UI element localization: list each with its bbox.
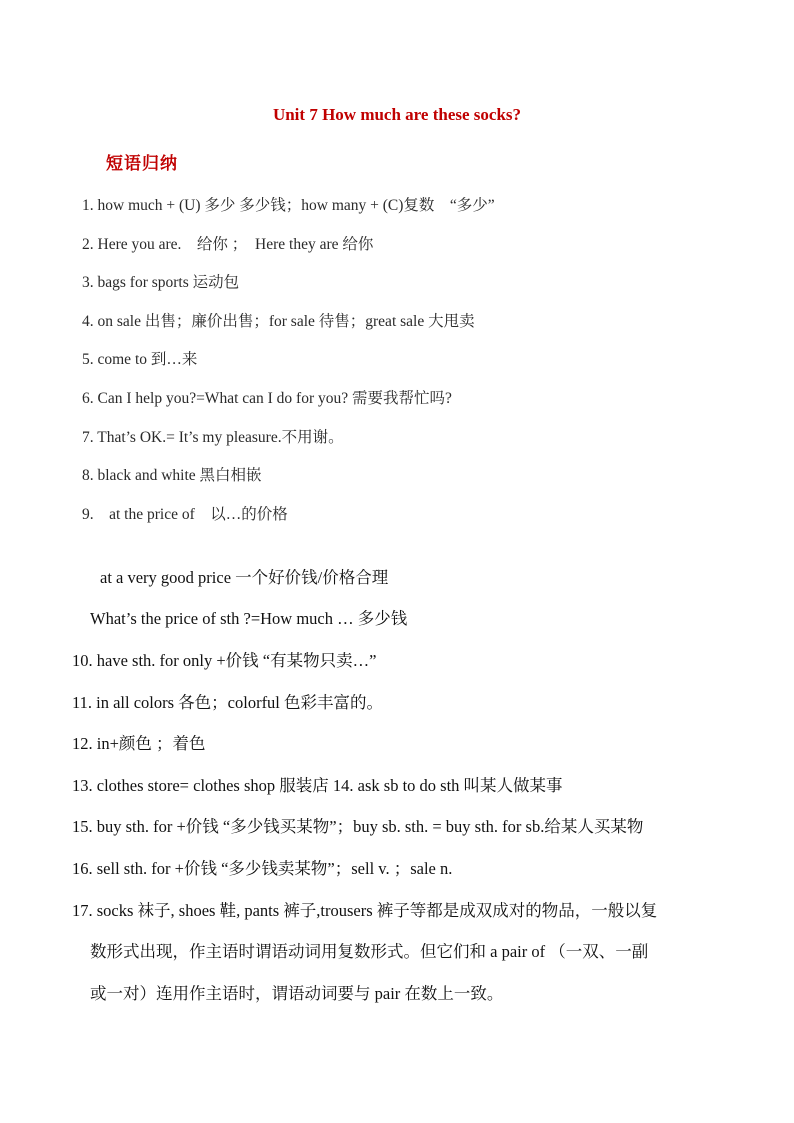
phrase-item: 16. sell sth. for +价钱 “多少钱卖某物”；sell v. ；sale n. (72, 859, 453, 878)
phrase-item: 9. at the price of 以…的价格 (82, 506, 288, 523)
phrase-item: 17. socks 袜子, shoes 鞋, pants 裤子,trousers 裤子等都是成双成对的物品，一般以复 (72, 901, 658, 920)
phrase-item: 15. buy sth. for +价钱 “多少钱买某物”；buy sb. sth. = buy sth. for sb.给某人买某物 (72, 817, 644, 836)
phrase-item: 2. Here you are. 给你 ； Here they are 给你 (82, 236, 374, 253)
phrase-item: 12. in+颜色 ；着色 (72, 734, 206, 753)
page-title: Unit 7 How much are these socks? (272, 105, 522, 124)
sub-phrase: What’s the price of sth ?=How much … 多少钱 (90, 609, 408, 628)
phrase-continuation: 数形式出现，作主语时谓语动词用复数形式。但它们和 a pair of （一双、一副 (90, 942, 649, 961)
phrase-item: 10. have sth. for only +价钱 “有某物只卖…” (72, 651, 377, 670)
phrase-item: 8. black and white 黑白相嵌 (82, 467, 262, 484)
phrase-item: 6. Can I help you?=What can I do for you? 需要我帮忙吗? (82, 390, 452, 407)
phrase-item: 4. on sale 出售；廉价出售；for sale 待售；great sale 大甩卖 (82, 313, 475, 330)
section-heading: 短语归纳 (106, 154, 178, 174)
phrase-item: 3. bags for sports 运动包 (82, 274, 240, 291)
phrase-item: 11. in all colors 各色；colorful 色彩丰富的。 (72, 693, 384, 712)
phrase-item: 5. come to 到…来 (82, 351, 198, 368)
phrase-continuation: 或一对）连用作主语时，谓语动词要与 pair 在数上一致。 (90, 984, 504, 1003)
phrase-item: 1. how much + (U) 多少 多少钱；how many + (C)复数 “多少” (82, 197, 495, 214)
phrase-item: 13. clothes store= clothes shop 服装店 14. ask sb to do sth 叫某人做某事 (72, 776, 563, 795)
sub-phrase: at a very good price 一个好价钱/价格合理 (100, 568, 389, 587)
phrase-item: 7. That’s OK.= It’s my pleasure.不用谢。 (82, 429, 344, 446)
